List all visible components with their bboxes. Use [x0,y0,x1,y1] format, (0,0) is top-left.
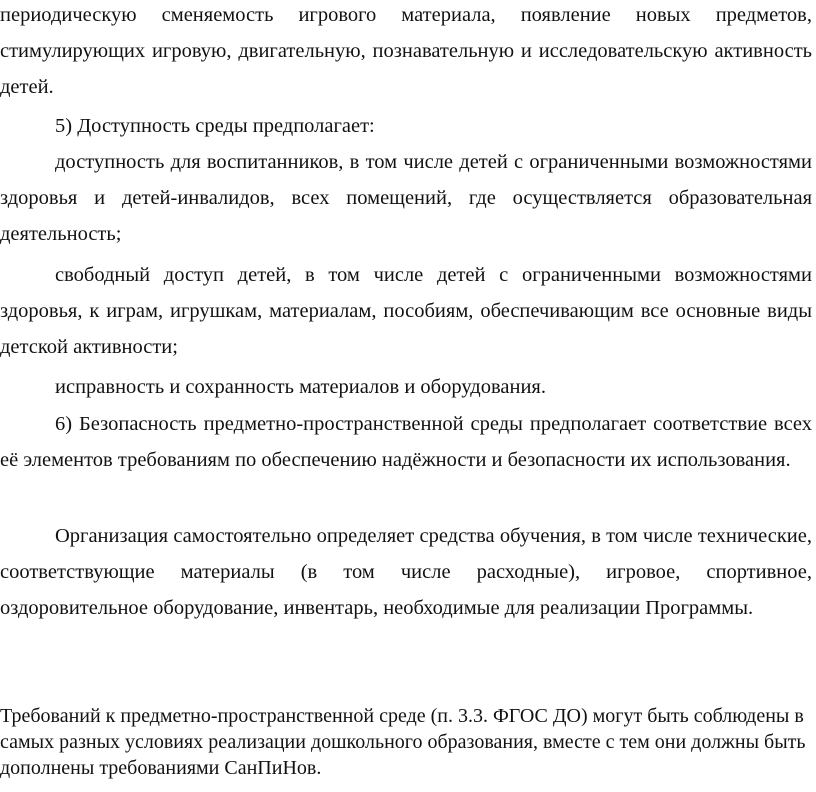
paragraph-accessibility-premises: доступность для воспитанников, в том числе детей с ограниченными возможностями здоровья и детей-инвалидов, всех помещений, где осуществляется образовательная деятельность; [0,151,812,245]
paragraph-free-access: свободный доступ детей, в том числе детей с ограниченными возможностями здоровья, к играм, игрушкам, материалам, пособиям, обеспечивающим все основные виды детской активности; [0,264,812,358]
paragraph-accessibility-heading: 5) Доступность среды предполагает: [55,115,375,137]
paragraph-serviceability: исправность и сохранность материалов и оборудования. [55,376,546,398]
paragraph-safety: 6) Безопасность предметно-пространственной среды предполагает соответствие всех её элементов требованиям по обеспечению надёжности и безопасности их использования. [0,413,812,471]
paragraph-organization-means: Организация самостоятельно определяет средства обучения, в том числе технические, соответствующие материалы (в том числе расходные), игровое, спортивное, оздоровительное оборудование, инвентарь, необходимые для реализации Программы. [0,525,812,619]
closing-note: Требований к предметно-пространственной среде (п. 3.3. ФГОС ДО) могут быть соблюдены в самых разных условиях реализации дошкольного образования, вместе с тем они должны быть дополнены требованиями СанПиНов. [0,705,806,779]
paragraph-continuation: периодическую сменяемость игрового материала, появление новых предметов, стимулирующих игровую, двигательную, познавательную и исследовательскую активность детей. [0,4,812,98]
